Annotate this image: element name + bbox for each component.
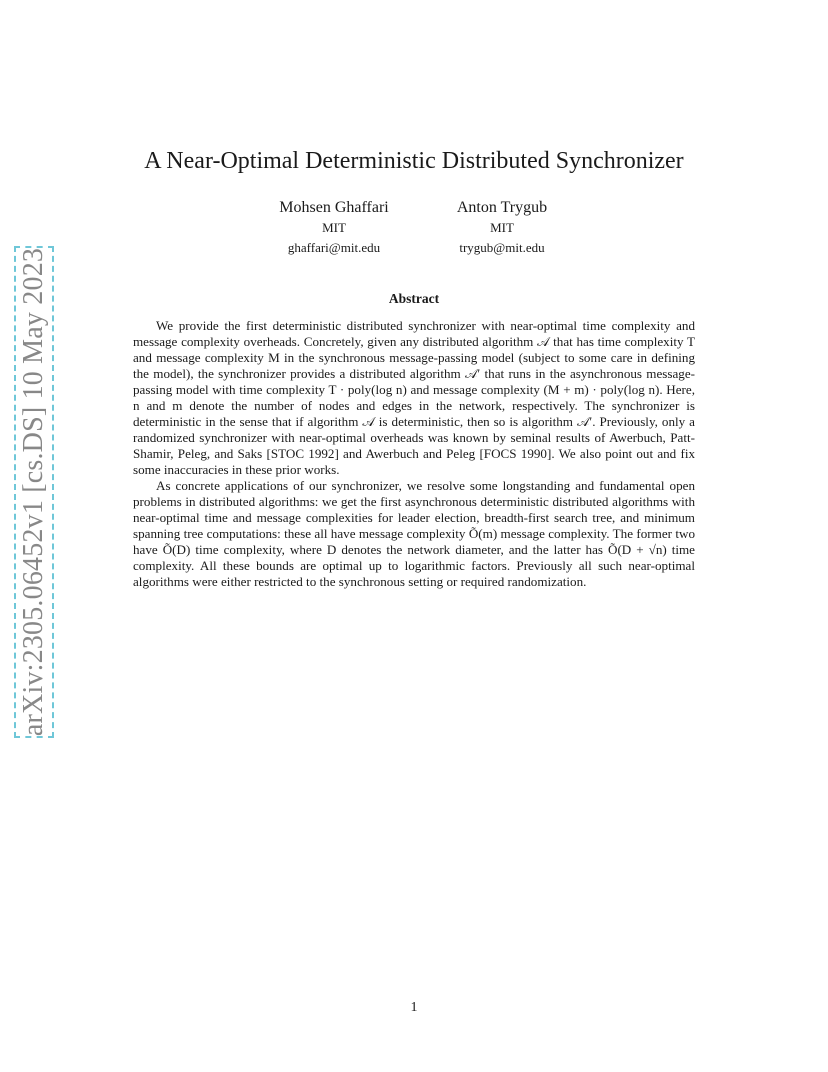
abstract-body <box>133 318 695 590</box>
author-block <box>264 198 404 258</box>
author-name: Anton Trygub <box>456 199 548 216</box>
paper-title: A Near-Optimal Deterministic Distributed Synchronizer <box>144 148 684 174</box>
author-affiliation: MIT <box>322 220 346 235</box>
author-affiliation: MIT <box>490 220 514 235</box>
page-number: 1 <box>410 1000 418 1015</box>
abstract-paragraph: As concrete applications of our synchronizer, we resolve some longstanding and fundamental open problems in distributed algorithms: we get the first asynchronous deterministic distributed algorithms with near-optimal time and message complexities for leader election, breadth-first search tree, and minimum spanning tree computations: these all have message complexity Õ(m) message complexity. The former two have Õ(D) time complexity, where D denotes the network diameter, and the latter has Õ(D + √n) time complexity. All these bounds are optimal up to logarithmic factors. Previously all such near-optimal algorithms were either restricted to the synchronous setting or required randomization. <box>133 478 695 589</box>
author-email: ghaffari@mit.edu <box>287 240 381 255</box>
arxiv-identifier: arXiv:2305.06452v1 [cs.DS] 10 May 2023 <box>18 247 49 737</box>
arxiv-stamp <box>14 246 54 738</box>
abstract-heading: Abstract <box>388 291 440 306</box>
author-email: trygub@mit.edu <box>459 240 545 255</box>
abstract-paragraph: We provide the first deterministic distributed synchronizer with near-optimal time complexity and message complexity overheads. Concretely, given any distributed algorithm 𝒜 that has time complexity T and message complexity M in the synchronous message-passing model (subject to some care in defining the model), the synchronizer provides a distributed algorithm 𝒜′ that runs in the asynchronous message-passing model with time complexity T · poly(log n) and message complexity (M + m) · poly(log n). Here, n and m denote the number of nodes and edges in the network, respectively. The synchronizer is deterministic in the sense that if algorithm 𝒜 is deterministic, then so is algorithm 𝒜′. Previously, only a randomized synchronizer with near-optimal overheads was known by seminal results of Awerbuch, Patt-Shamir, Peleg, and Saks [STOC 1992] and Awerbuch and Peleg [FOCS 1990]. We also point out and fix some inaccuracies in these prior works. <box>133 318 695 477</box>
author-block <box>432 198 572 258</box>
author-name: Mohsen Ghaffari <box>279 199 389 216</box>
